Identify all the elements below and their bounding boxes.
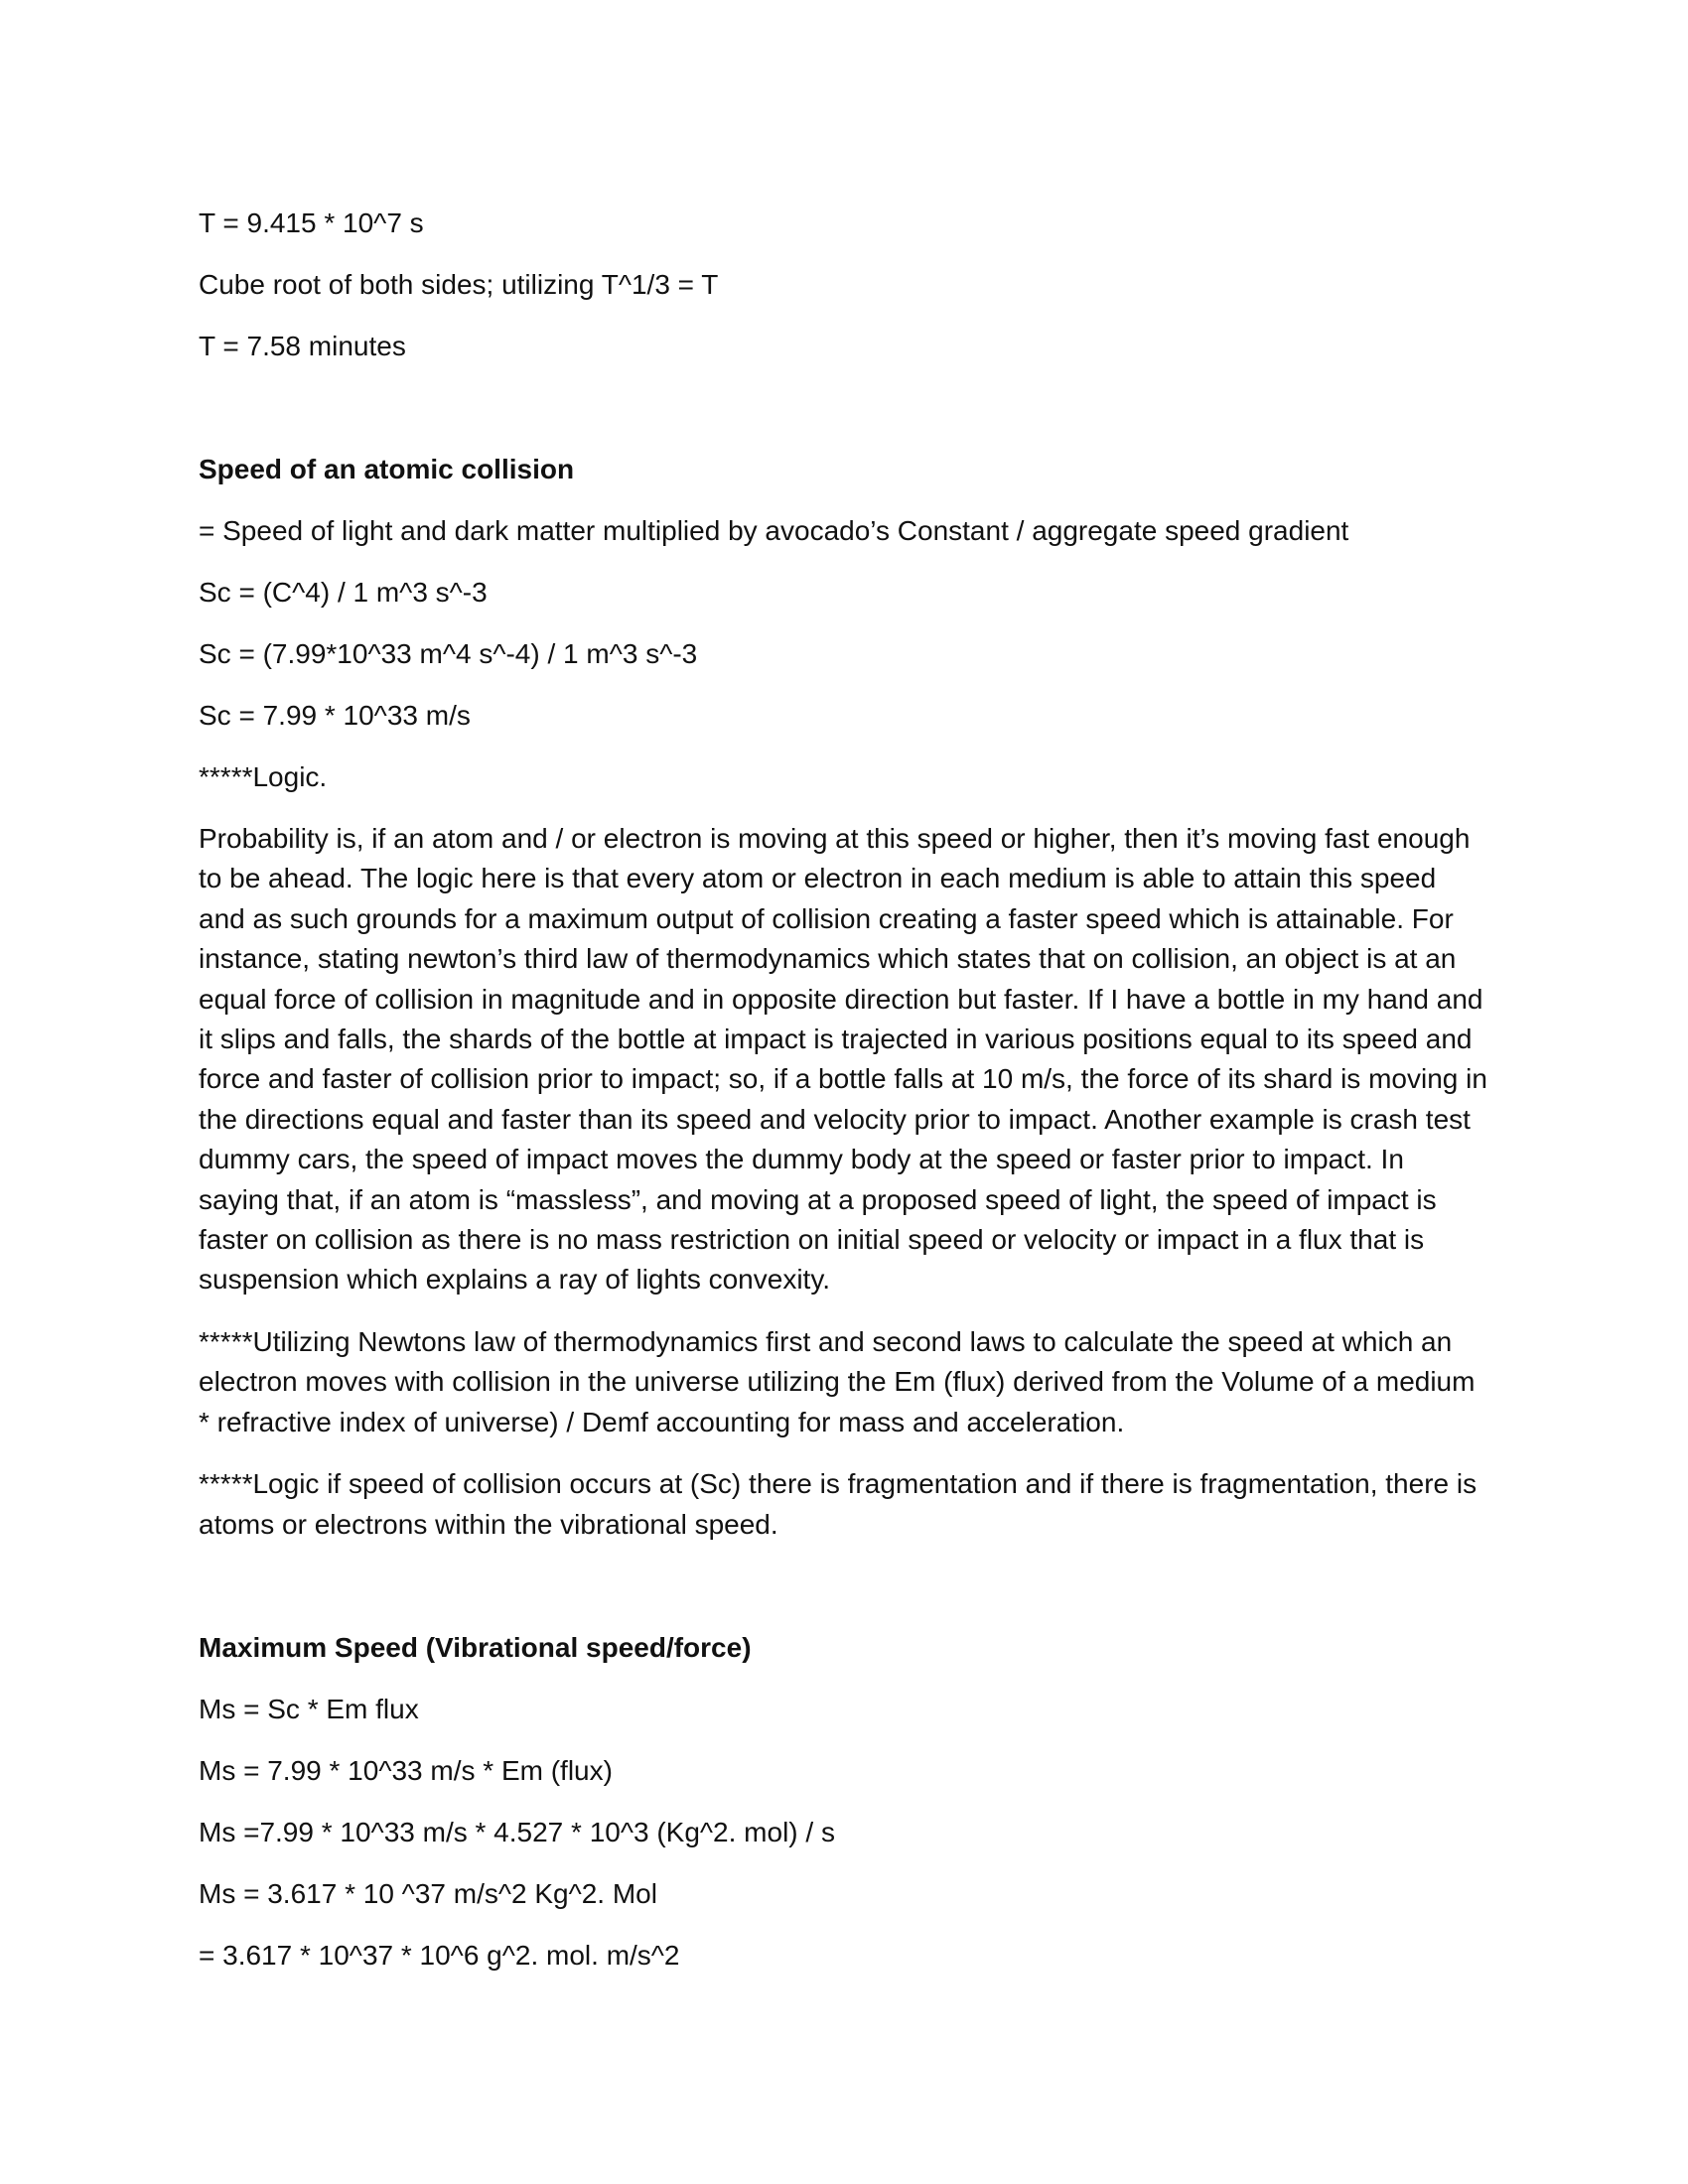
equation-line: T = 9.415 * 10^7 s [199, 207, 424, 238]
text-line: = Speed of light and dark matter multiplied by avocado’s Constant / aggregate speed gradient [199, 515, 1349, 546]
equation-line: Ms =7.99 * 10^33 m/s * 4.527 * 10^3 (Kg^2. mol) / s [199, 1816, 835, 1847]
equation-line: Ms = 3.617 * 10 ^37 m/s^2 Kg^2. Mol [199, 1877, 657, 1909]
equation-line: Ms = Sc * Em flux [199, 1693, 419, 1724]
paragraph-probability: Probability is, if an atom and / or electron is moving at this speed or higher, then it’s moving fast enough to be ahead. The logic here is that every atom or electron in each medium is able to attain this speed and as such grounds for a maximum output of collision creating a faster speed which is attainable. For instance, stating newton’s third law of thermodynamics which states that on collision, an object is at an equal force of collision in magnitude and in opposite direction but faster. If I have a bottle in my hand and it slips and falls, the shards of the bottle at impact is trajected in various positions equal to its speed and force and faster of collision prior to impact; so, if a bottle falls at 10 m/s, the force of its shard is moving in the directions equal and faster than its speed and velocity prior to impact. Another example is crash test dummy cars, the speed of impact moves the dummy body at the speed or faster prior to impact. In saying that, if an atom is “massless”, and moving at a proposed speed of light, the speed of impact is faster on collision as there is no mass restriction on initial speed or velocity or impact in a flux that is suspension which explains a ray of lights convexity. [199, 823, 1487, 1296]
section-heading-maximum-speed: Maximum Speed (Vibrational speed/force) [199, 1631, 752, 1663]
equation-line: = 3.617 * 10^37 * 10^6 g^2. mol. m/s^2 [199, 1939, 680, 1971]
equation-line: Ms = 7.99 * 10^33 m/s * Em (flux) [199, 1754, 613, 1786]
equation-line: T = 7.58 minutes [199, 331, 406, 361]
spacer [199, 1567, 1489, 1628]
text-line: Cube root of both sides; utilizing T^1/3 = T [199, 269, 719, 300]
equation-line: Sc = (7.99*10^33 m^4 s^-4) / 1 m^3 s^-3 [199, 638, 698, 669]
document-body [199, 204, 1489, 1997]
spacer [199, 388, 1489, 450]
equation-line: Sc = 7.99 * 10^33 m/s [199, 700, 471, 731]
section-heading-atomic-collision: Speed of an atomic collision [199, 454, 575, 484]
paragraph-newtons-law: *****Utilizing Newtons law of thermodynamics first and second laws to calculate the speed at which an electron moves with collision in the universe utilizing the Em (flux) derived from the Volume of a medium * refractive index of universe) / Demf accounting for mass and acceleration. [199, 1325, 1476, 1437]
logic-label: *****Logic. [199, 761, 328, 792]
paragraph-fragmentation: *****Logic if speed of collision occurs at (Sc) there is fragmentation and if there is fragmentation, there is atoms or electrons within the vibrational speed. [199, 1468, 1477, 1540]
equation-line: Sc = (C^4) / 1 m^3 s^-3 [199, 577, 488, 608]
